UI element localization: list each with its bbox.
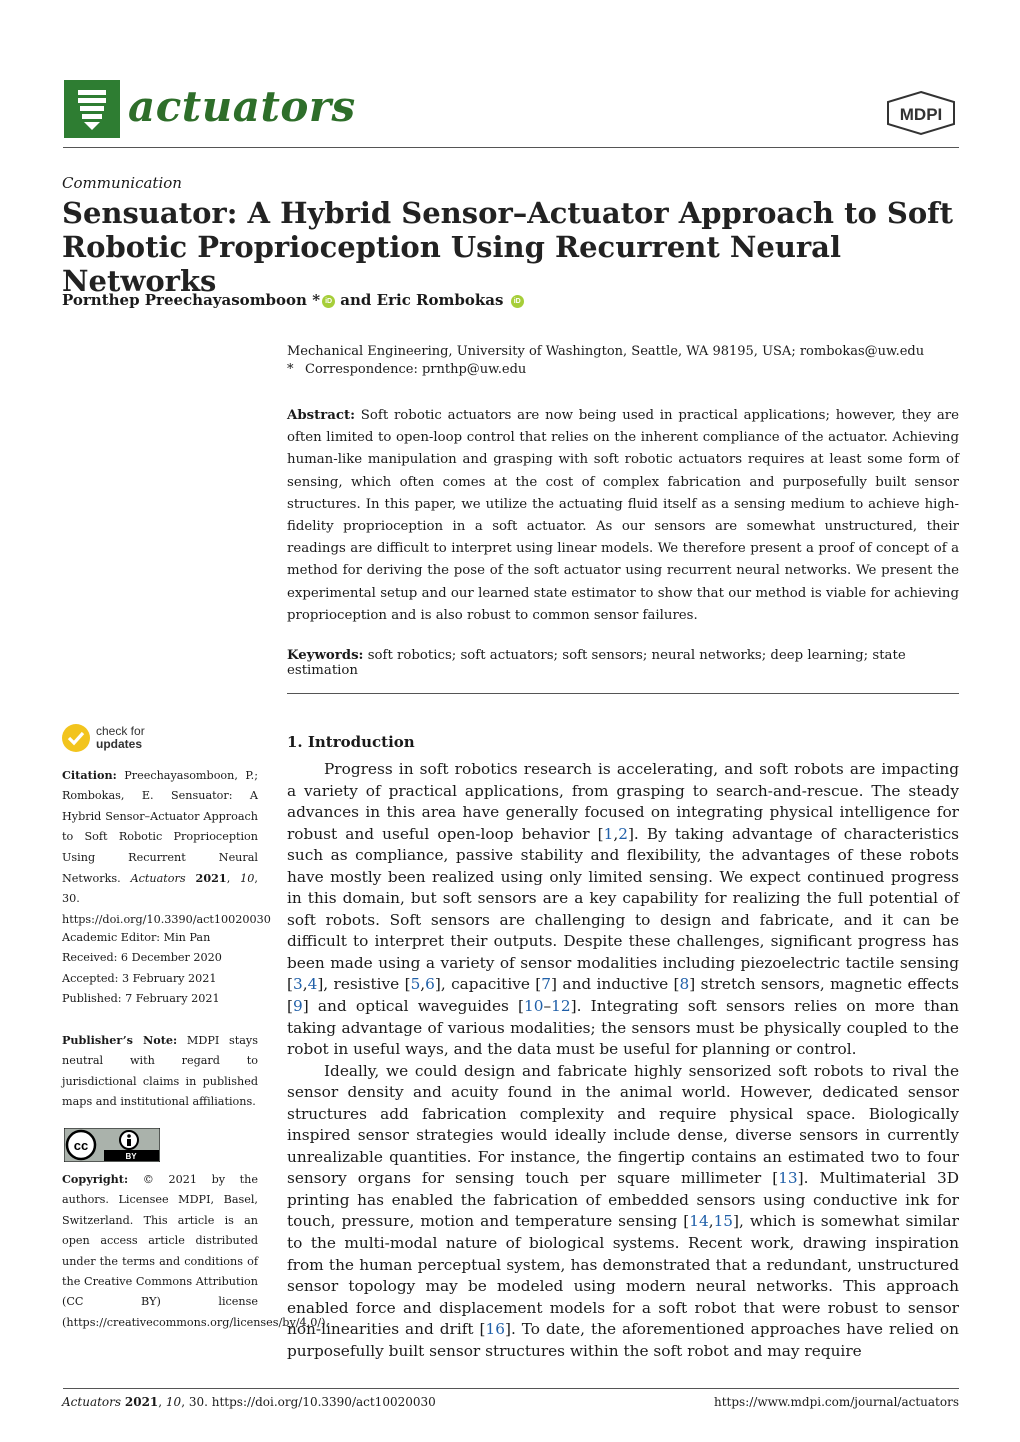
footer-journal-url[interactable]: https://www.mdpi.com/journal/actuators	[713, 1395, 959, 1409]
paragraph: Progress in soft robotics research is accelerating, and soft robots are impacting a variety of practical applications, from grasping to search-and-rescue. The steady advances in this area have generally focused on integrating physical intelligence for robust and useful open-loop behavior [1,2]. By taking advantage of characteristics such as compliance, passive stability and flexibility, the advantages of these robots have mostly been realized using only limited sensing. We expect continued progress in this domain, but soft sensors are a key capability for realizing the full potential of soft robots. Soft sensors are challenging to design and fabricate, and it can be difficult to interpret their outputs. Despite these challenges, significant progress has been made using a variety of sensor modalities including piezoelectric tactile sensing [3,4], resistive [5,6], capacitive [7] and inductive [8] stretch sensors, magnetic effects [9] and optical waveguides [10–12]. Integrating soft sensors relies on more than taking advantage of various modalities; the sensors must be physically coupled to the robot in useful ways, and the data must be useful for planning or control.	[287, 760, 959, 1059]
citation-text: Preechayasomboon, P.; Rombokas, E. Sensuator: A Hybrid Sensor–Actuator Approach to Soft Robotic Proprioception Using Recurrent Neural Networks.	[62, 769, 258, 886]
orcid-icon[interactable]: iD	[511, 295, 524, 308]
publisher-note-text: MDPI stays neutral with regard to jurisdictional claims in published maps and institutional affiliations.	[62, 1034, 258, 1109]
published-date: Published: 7 February 2021	[62, 992, 220, 1006]
reference-link[interactable]: 4	[307, 975, 318, 994]
correspondence-mark: *	[287, 362, 294, 377]
correspondence	[287, 362, 526, 377]
publisher-note	[62, 1030, 258, 1113]
reference-link[interactable]: 15	[713, 1212, 734, 1231]
cc-by-license-badge[interactable]	[64, 1128, 160, 1162]
reference-link[interactable]: 6	[425, 975, 435, 994]
reference-link[interactable]: 13	[778, 1169, 798, 1188]
corresponding-mark: *	[312, 291, 321, 309]
reference-link[interactable]: 14	[689, 1212, 709, 1231]
footer-divider	[63, 1388, 959, 1389]
svg-text:cc: cc	[73, 1138, 89, 1153]
reference-link[interactable]: 8	[679, 975, 690, 994]
reference-link[interactable]: 9	[292, 997, 303, 1016]
abstract-text: Soft robotic actuators are now being used in practical applications; however, they are often limited to open-loop control that relies on the inherent compliance of the actuator. Achieving human-like manipulation and grasping with soft robotic actuators requires at least some form of sensing, which often comes at the cost of complex fabrication and purposefully built sensor structures. In this paper, we utilize the actuating fluid itself as a sensing medium to achieve high-fidelity proprioception in a soft actuator. As our sensors are somewhat unstructured, their readings are difficult to interpret using linear models. We therefore present a proof of concept of a method for deriving the pose of the soft actuator using recurrent neural networks. We present the experimental setup and our learned state estimator to show that our method is viable for achieving proprioception and is also robust to common sensor failures.	[287, 408, 960, 623]
abstract	[287, 405, 959, 627]
article-type: Communication	[62, 174, 182, 192]
check-updates-icon	[62, 724, 90, 752]
author-separator: and	[340, 291, 372, 309]
footer-journal: Actuators	[62, 1395, 122, 1409]
abstract-divider	[287, 693, 959, 694]
citation-volume: 10	[240, 872, 255, 886]
footer-doi[interactable]: , 30. https://doi.org/10.3390/act10020030	[181, 1395, 436, 1409]
copyright-label: Copyright:	[62, 1172, 129, 1186]
author-list	[62, 291, 524, 309]
reference-link[interactable]: 1	[603, 824, 614, 843]
journal-logo-icon	[64, 80, 120, 138]
reference-link[interactable]: 3	[292, 975, 303, 994]
reference-link[interactable]: 2	[618, 824, 628, 843]
reference-link[interactable]: 16	[485, 1320, 505, 1339]
citation-doi[interactable]: , 30. https://doi.org/10.3390/act10020030	[62, 872, 271, 926]
citation-year: 2021	[195, 871, 227, 886]
reference-link[interactable]: 7	[541, 975, 551, 994]
check-updates-line1: check for	[96, 724, 145, 738]
correspondence-text: Correspondence: prnthp@uw.edu	[305, 362, 527, 377]
accepted-date: Accepted: 3 February 2021	[62, 971, 217, 985]
keywords-label: Keywords:	[287, 648, 364, 663]
journal-name: actuators	[128, 82, 356, 131]
footer-volume: 10	[165, 1395, 182, 1409]
citation-journal: Actuators	[130, 872, 186, 886]
footer-citation: Actuators 2021, 10, 30. https://doi.org/10.3390/act10020030	[62, 1395, 436, 1409]
article-title: Sensuator: A Hybrid Sensor–Actuator Approach to Soft Robotic Proprioception Using Recurrent Neural Networks	[62, 196, 954, 298]
copyright-block	[62, 1169, 330, 1333]
mdpi-logo-text: MDPI	[899, 105, 943, 124]
piston-icon	[64, 80, 120, 138]
body-text	[287, 759, 959, 1362]
reference-link[interactable]: 5	[410, 975, 421, 994]
keywords	[287, 648, 959, 678]
reference-link[interactable]: 12	[551, 997, 571, 1016]
abstract-label: Abstract:	[287, 408, 356, 423]
academic-editor: Academic Editor: Min Pan	[62, 931, 211, 944]
paragraph: Ideally, we could design and fabricate highly sensorized soft robots to rival the sensor density and acuity found in the animal world. However, dedicated sensor structures add fabrication complexity and require physical space. Biologically inspired sensor strategies would ideally include dense, diverse sensors in currently unrealizable quantities. For instance, the fingertip contains an estimated two to four sensory organs for sensing touch per square millimeter [13]. Multimaterial 3D printing has enabled the fabrication of embedded sensors using conductive ink for touch, pressure, motion and temperature sensing [14,15], which is somewhat similar to the multi-modal nature of biological systems. Recent work, drawing inspiration from the human perceptual system, has demonstrated that a redundant, unstructured sensor topology may be modeled using modern neural networks. This approach enabled force and displacement models for a soft robot that were robust to sensor non-linearities and drift [16]. To date, the aforementioned approaches have relied on purposefully built sensor structures within the soft robot and may require	[287, 1061, 959, 1360]
section-heading: 1. Introduction	[287, 733, 415, 751]
mdpi-logo-icon	[884, 90, 958, 136]
header-divider	[63, 147, 959, 148]
received-date: Received: 6 December 2020	[62, 951, 222, 965]
keywords-text: soft robotics; soft actuators; soft sensors; neural networks; deep learning; state estimation	[287, 648, 906, 678]
author-name: Pornthep Preechayasomboon	[62, 291, 307, 309]
affiliation: Mechanical Engineering, University of Washington, Seattle, WA 98195, USA; rombokas@uw.edu	[287, 344, 925, 359]
publication-dates	[62, 928, 258, 1010]
check-updates-line2: updates	[96, 737, 143, 751]
citation-label: Citation:	[62, 768, 117, 782]
author-name: Eric Rombokas	[376, 291, 504, 309]
cc-by-label: BY	[125, 1152, 137, 1161]
orcid-icon[interactable]: iD	[322, 295, 335, 308]
reference-link[interactable]: 10	[524, 997, 544, 1016]
footer-year: 2021	[124, 1395, 159, 1409]
citation-block: Citation: Preechayasomboon, P.; Rombokas, E. Sensuator: A Hybrid Sensor–Actuator Approach to Soft Robotic Proprioception Using Recurrent Neural Networks. Actuators 2021, 10, 30. https://doi.org/10.3390/act10020030	[62, 768, 271, 926]
copyright-text: © 2021 by the authors. Licensee MDPI, Basel, Switzerland. This article is an open access article distributed under the terms and conditions of the Creative Commons Attribution (CC BY) license (https://creativecommons.org/licenses/by/4.0/).	[62, 1173, 330, 1329]
publisher-note-label: Publisher’s Note:	[62, 1033, 178, 1047]
